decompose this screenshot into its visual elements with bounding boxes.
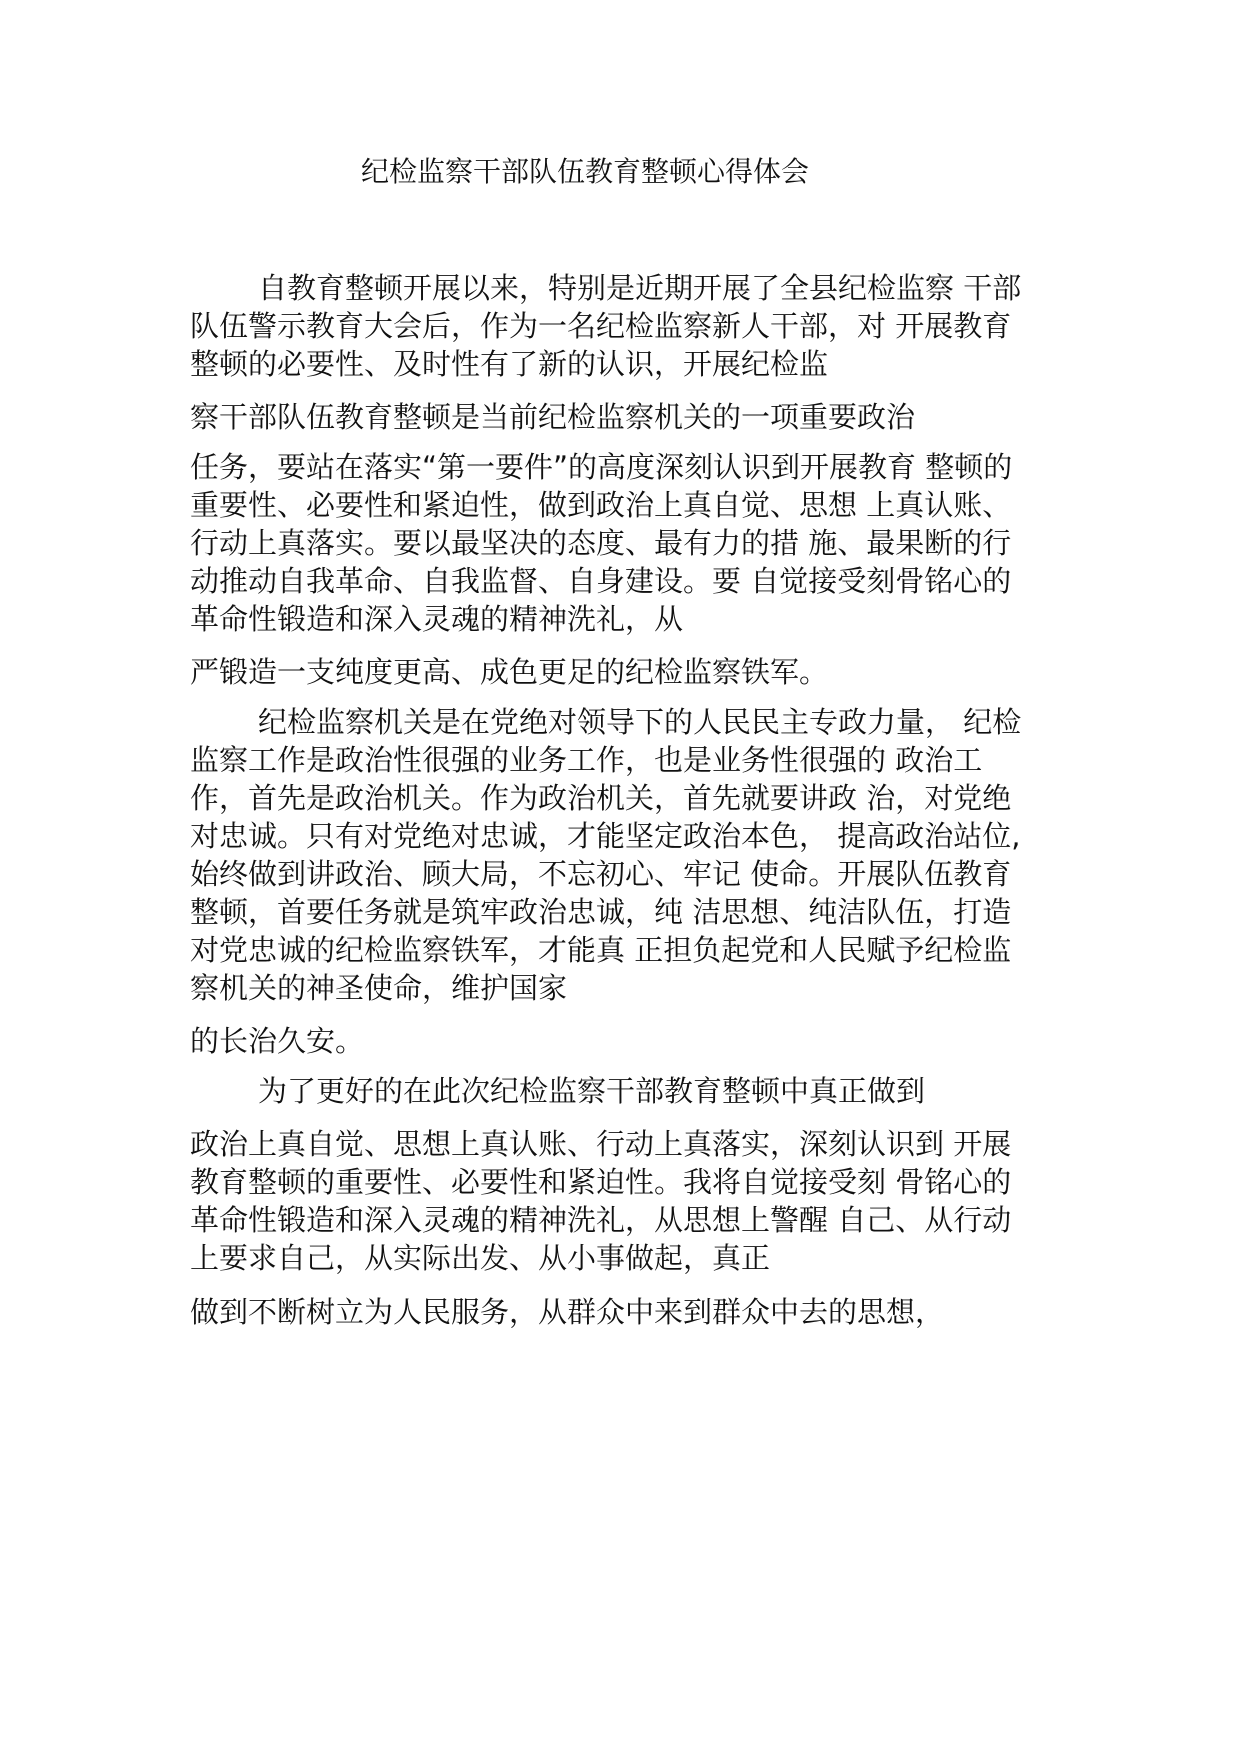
- text-line: 察机关的神圣使命，维护国家: [190, 971, 568, 1005]
- text-line: 为了更好的在此次纪检监察干部教育整顿中真正做到: [258, 1074, 926, 1108]
- text-line: 行动上真落实。要以最坚决的态度、最有力的措 施、最果断的行: [190, 526, 1012, 560]
- text-line: 整顿，首要任务就是筑牢政治忠诚，纯 洁思想、纯洁队伍，打造: [190, 895, 1012, 929]
- text-line: 的长治久安。: [190, 1024, 365, 1058]
- text-line: 纪检监察机关是在党绝对领导下的人民民主专政力量， 纪检: [258, 705, 1022, 739]
- text-line: 革命性锻造和深入灵魂的精神洗礼，从: [190, 602, 684, 636]
- text-line: 队伍警示教育大会后，作为一名纪检监察新人干部，对 开展教育: [190, 309, 1012, 343]
- text-line: 教育整顿的重要性、必要性和紧迫性。我将自觉接受刻 骨铭心的: [190, 1165, 1012, 1199]
- text-line: 自教育整顿开展以来，特别是近期开展了全县纪检监察 干部: [258, 271, 1022, 305]
- text-line: 政治上真自觉、思想上真认账、行动上真落实，深刻认识到 开展: [190, 1127, 1012, 1161]
- text-line: 整顿的必要性、及时性有了新的认识，开展纪检监: [190, 347, 829, 381]
- text-line: 察干部队伍教育整顿是当前纪检监察机关的一项重要政治: [190, 400, 916, 434]
- text-line: 对党忠诚的纪检监察铁军，才能真 正担负起党和人民赋予纪检监: [190, 933, 1012, 967]
- text-line: 任务，要站在落实“第一要件”的高度深刻认识到开展教育 整顿的: [190, 450, 1013, 484]
- text-line: 重要性、必要性和紧迫性，做到政治上真自觉、思想 上真认账、: [190, 488, 1012, 522]
- text-line: 作，首先是政治机关。作为政治机关，首先就要讲政 治，对党绝: [190, 781, 1012, 815]
- text-line: 动推动自我革命、自我监督、自身建设。要 自觉接受刻骨铭心的: [190, 564, 1012, 598]
- text-line: 对忠诚。只有对党绝对忠诚，才能坚定政治本色， 提高政治站位,: [190, 819, 1021, 853]
- text-line: 始终做到讲政治、顾大局，不忘初心、牢记 使命。开展队伍教育: [190, 857, 1012, 891]
- text-line: 做到不断树立为人民服务，从群众中来到群众中去的思想，: [190, 1295, 945, 1329]
- text-line: 监察工作是政治性很强的业务工作，也是业务性很强的 政治工: [190, 743, 983, 777]
- text-line: 上要求自己，从实际出发、从小事做起，真正: [190, 1241, 771, 1275]
- text-line: 严锻造一支纯度更高、成色更足的纪检监察铁军。: [190, 655, 829, 689]
- text-line: 革命性锻造和深入灵魂的精神洗礼，从思想上警醒 自己、从行动: [190, 1203, 1012, 1237]
- document-title: 纪检监察干部队伍教育整顿心得体会: [360, 155, 809, 188]
